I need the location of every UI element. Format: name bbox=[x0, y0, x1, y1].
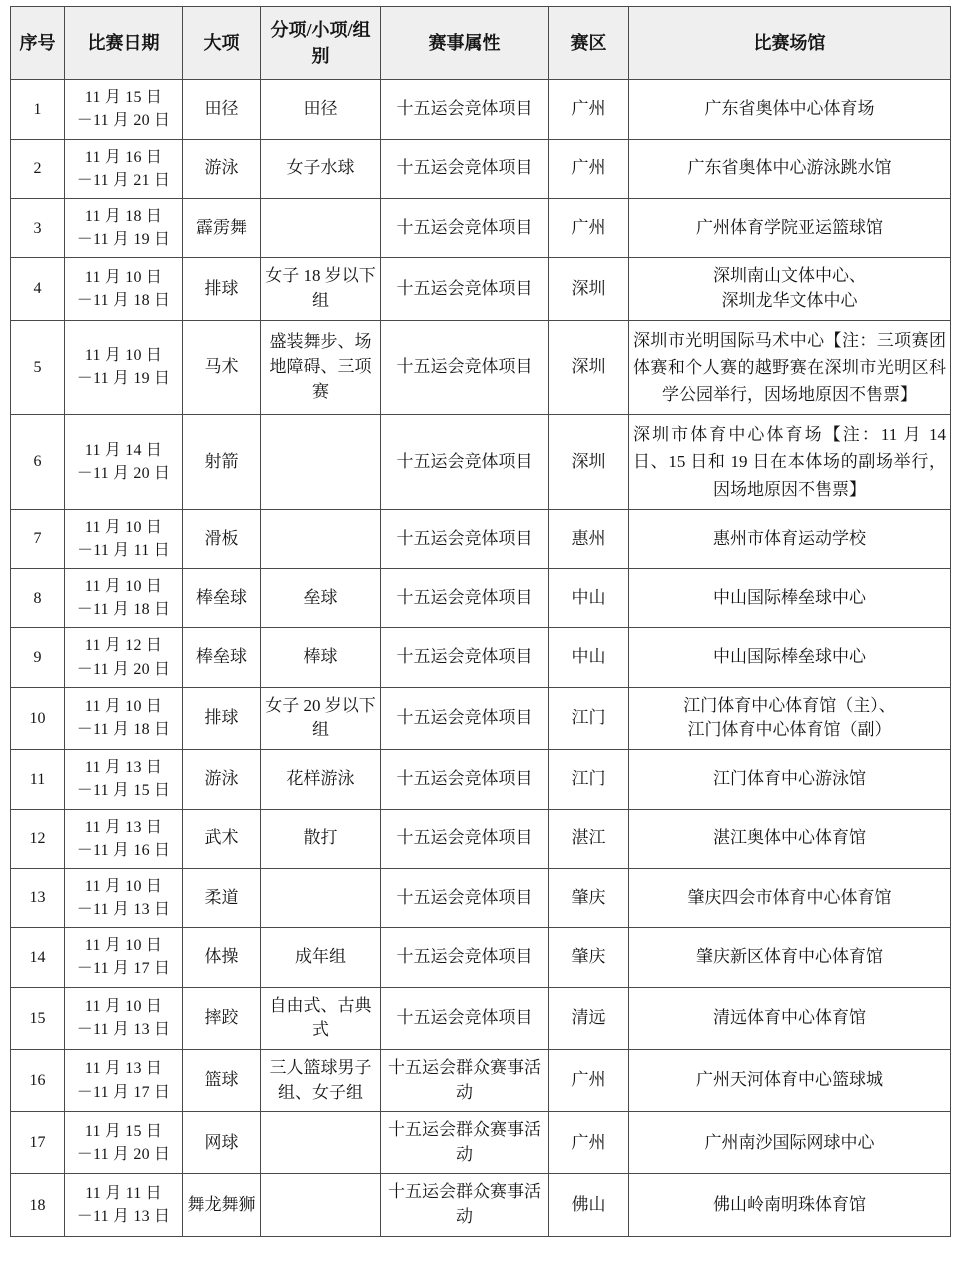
cell-attr: 十五运会竞体项目 bbox=[381, 198, 549, 257]
cell-venue: 广州体育学院亚运篮球馆 bbox=[629, 198, 951, 257]
cell-major: 排球 bbox=[183, 258, 261, 320]
cell-attr: 十五运会竞体项目 bbox=[381, 687, 549, 749]
cell-venue: 深圳市光明国际马术中心【注：三项赛团体赛和个人赛的越野赛在深圳市光明区科学公园举行，因场地原因不售票】 bbox=[629, 320, 951, 415]
cell-venue: 中山国际棒垒球中心 bbox=[629, 628, 951, 687]
cell-zone: 广州 bbox=[549, 80, 629, 139]
cell-zone: 广州 bbox=[549, 1049, 629, 1111]
cell-num: 2 bbox=[11, 139, 65, 198]
cell-major: 霹雳舞 bbox=[183, 198, 261, 257]
cell-sub: 田径 bbox=[261, 80, 381, 139]
cell-zone: 肇庆 bbox=[549, 928, 629, 987]
table-row bbox=[11, 415, 951, 510]
cell-sub: 花样游泳 bbox=[261, 750, 381, 809]
table-header-row bbox=[11, 7, 951, 80]
cell-attr: 十五运会竞体项目 bbox=[381, 80, 549, 139]
cell-major: 马术 bbox=[183, 320, 261, 415]
table-row bbox=[11, 1049, 951, 1111]
column-header-zone: 赛区 bbox=[549, 7, 629, 80]
cell-date: 11 月 10 日 －11 月 17 日 bbox=[65, 928, 183, 987]
cell-date: 11 月 10 日 －11 月 18 日 bbox=[65, 258, 183, 320]
cell-sub: 棒球 bbox=[261, 628, 381, 687]
cell-num: 7 bbox=[11, 509, 65, 568]
cell-num: 12 bbox=[11, 809, 65, 868]
cell-date: 11 月 10 日 －11 月 13 日 bbox=[65, 987, 183, 1049]
table-row bbox=[11, 509, 951, 568]
table-row bbox=[11, 809, 951, 868]
cell-zone: 江门 bbox=[549, 750, 629, 809]
cell-attr: 十五运会竞体项目 bbox=[381, 987, 549, 1049]
cell-attr: 十五运会竞体项目 bbox=[381, 415, 549, 510]
cell-date: 11 月 18 日 －11 月 19 日 bbox=[65, 198, 183, 257]
cell-venue: 广东省奥体中心游泳跳水馆 bbox=[629, 139, 951, 198]
cell-sub: 盛装舞步、场地障碍、三项赛 bbox=[261, 320, 381, 415]
cell-attr: 十五运会竞体项目 bbox=[381, 569, 549, 628]
cell-num: 18 bbox=[11, 1174, 65, 1236]
cell-attr: 十五运会竞体项目 bbox=[381, 809, 549, 868]
cell-venue: 深圳南山文体中心、 深圳龙华文体中心 bbox=[629, 258, 951, 320]
cell-attr: 十五运会群众赛事活动 bbox=[381, 1112, 549, 1174]
cell-num: 10 bbox=[11, 687, 65, 749]
cell-sub bbox=[261, 868, 381, 927]
cell-major: 柔道 bbox=[183, 868, 261, 927]
cell-sub bbox=[261, 415, 381, 510]
cell-venue: 广州南沙国际网球中心 bbox=[629, 1112, 951, 1174]
table-row bbox=[11, 687, 951, 749]
cell-venue: 广州天河体育中心篮球城 bbox=[629, 1049, 951, 1111]
cell-num: 1 bbox=[11, 80, 65, 139]
cell-num: 13 bbox=[11, 868, 65, 927]
cell-attr: 十五运会竞体项目 bbox=[381, 139, 549, 198]
cell-date: 11 月 15 日 －11 月 20 日 bbox=[65, 80, 183, 139]
cell-major: 篮球 bbox=[183, 1049, 261, 1111]
cell-date: 11 月 11 日 －11 月 13 日 bbox=[65, 1174, 183, 1236]
cell-venue: 深圳市体育中心体育场【注：11 月 14 日、15 日和 19 日在本体场的副场举行，因场地原因不售票】 bbox=[629, 415, 951, 510]
table-row bbox=[11, 987, 951, 1049]
cell-major: 游泳 bbox=[183, 750, 261, 809]
cell-date: 11 月 13 日 －11 月 16 日 bbox=[65, 809, 183, 868]
cell-sub bbox=[261, 509, 381, 568]
table-header bbox=[11, 7, 951, 80]
cell-sub bbox=[261, 198, 381, 257]
cell-major: 网球 bbox=[183, 1112, 261, 1174]
cell-venue: 清远体育中心体育馆 bbox=[629, 987, 951, 1049]
cell-venue: 惠州市体育运动学校 bbox=[629, 509, 951, 568]
table-row bbox=[11, 928, 951, 987]
cell-num: 16 bbox=[11, 1049, 65, 1111]
cell-zone: 清远 bbox=[549, 987, 629, 1049]
cell-num: 8 bbox=[11, 569, 65, 628]
cell-major: 棒垒球 bbox=[183, 569, 261, 628]
cell-date: 11 月 13 日 －11 月 15 日 bbox=[65, 750, 183, 809]
competition-schedule-table bbox=[10, 6, 951, 1237]
column-header-sub: 分项/小项/组别 bbox=[261, 7, 381, 80]
cell-major: 棒垒球 bbox=[183, 628, 261, 687]
cell-sub: 垒球 bbox=[261, 569, 381, 628]
cell-date: 11 月 10 日 －11 月 11 日 bbox=[65, 509, 183, 568]
cell-zone: 深圳 bbox=[549, 258, 629, 320]
cell-attr: 十五运会群众赛事活动 bbox=[381, 1049, 549, 1111]
cell-zone: 中山 bbox=[549, 569, 629, 628]
cell-attr: 十五运会竞体项目 bbox=[381, 750, 549, 809]
cell-num: 9 bbox=[11, 628, 65, 687]
cell-major: 武术 bbox=[183, 809, 261, 868]
cell-major: 排球 bbox=[183, 687, 261, 749]
table-row bbox=[11, 1112, 951, 1174]
cell-date: 11 月 10 日 －11 月 18 日 bbox=[65, 569, 183, 628]
cell-num: 14 bbox=[11, 928, 65, 987]
cell-venue: 中山国际棒垒球中心 bbox=[629, 569, 951, 628]
cell-num: 4 bbox=[11, 258, 65, 320]
cell-zone: 佛山 bbox=[549, 1174, 629, 1236]
cell-sub: 成年组 bbox=[261, 928, 381, 987]
table-row bbox=[11, 1174, 951, 1236]
cell-attr: 十五运会竞体项目 bbox=[381, 258, 549, 320]
cell-num: 17 bbox=[11, 1112, 65, 1174]
cell-venue: 肇庆四会市体育中心体育馆 bbox=[629, 868, 951, 927]
cell-zone: 湛江 bbox=[549, 809, 629, 868]
cell-sub bbox=[261, 1112, 381, 1174]
column-header-date: 比赛日期 bbox=[65, 7, 183, 80]
cell-zone: 深圳 bbox=[549, 320, 629, 415]
cell-venue: 江门体育中心体育馆（主）、 江门体育中心体育馆（副） bbox=[629, 687, 951, 749]
cell-num: 6 bbox=[11, 415, 65, 510]
table-row bbox=[11, 139, 951, 198]
cell-major: 游泳 bbox=[183, 139, 261, 198]
cell-num: 3 bbox=[11, 198, 65, 257]
cell-venue: 江门体育中心游泳馆 bbox=[629, 750, 951, 809]
cell-date: 11 月 12 日 －11 月 20 日 bbox=[65, 628, 183, 687]
cell-zone: 广州 bbox=[549, 198, 629, 257]
column-header-num: 序号 bbox=[11, 7, 65, 80]
table-row bbox=[11, 320, 951, 415]
cell-venue: 佛山岭南明珠体育馆 bbox=[629, 1174, 951, 1236]
cell-sub: 自由式、古典式 bbox=[261, 987, 381, 1049]
cell-major: 滑板 bbox=[183, 509, 261, 568]
table-row bbox=[11, 628, 951, 687]
cell-major: 舞龙舞狮 bbox=[183, 1174, 261, 1236]
cell-venue: 广东省奥体中心体育场 bbox=[629, 80, 951, 139]
table-row bbox=[11, 80, 951, 139]
cell-date: 11 月 10 日 －11 月 19 日 bbox=[65, 320, 183, 415]
cell-date: 11 月 10 日 －11 月 18 日 bbox=[65, 687, 183, 749]
table-row bbox=[11, 569, 951, 628]
cell-zone: 深圳 bbox=[549, 415, 629, 510]
cell-zone: 广州 bbox=[549, 139, 629, 198]
column-header-attr: 赛事属性 bbox=[381, 7, 549, 80]
table-row bbox=[11, 868, 951, 927]
cell-zone: 中山 bbox=[549, 628, 629, 687]
table-row bbox=[11, 258, 951, 320]
cell-sub: 女子 18 岁以下组 bbox=[261, 258, 381, 320]
cell-major: 体操 bbox=[183, 928, 261, 987]
cell-sub bbox=[261, 1174, 381, 1236]
cell-date: 11 月 15 日 －11 月 20 日 bbox=[65, 1112, 183, 1174]
cell-attr: 十五运会群众赛事活动 bbox=[381, 1174, 549, 1236]
cell-date: 11 月 13 日 －11 月 17 日 bbox=[65, 1049, 183, 1111]
cell-zone: 肇庆 bbox=[549, 868, 629, 927]
table-row bbox=[11, 198, 951, 257]
cell-attr: 十五运会竞体项目 bbox=[381, 628, 549, 687]
column-header-venue: 比赛场馆 bbox=[629, 7, 951, 80]
cell-date: 11 月 10 日 －11 月 13 日 bbox=[65, 868, 183, 927]
cell-sub: 女子 20 岁以下组 bbox=[261, 687, 381, 749]
cell-venue: 湛江奥体中心体育馆 bbox=[629, 809, 951, 868]
cell-major: 摔跤 bbox=[183, 987, 261, 1049]
cell-date: 11 月 14 日 －11 月 20 日 bbox=[65, 415, 183, 510]
table-body bbox=[11, 80, 951, 1237]
cell-num: 15 bbox=[11, 987, 65, 1049]
cell-sub: 三人篮球男子组、女子组 bbox=[261, 1049, 381, 1111]
column-header-major: 大项 bbox=[183, 7, 261, 80]
cell-attr: 十五运会竞体项目 bbox=[381, 509, 549, 568]
cell-num: 5 bbox=[11, 320, 65, 415]
cell-sub: 女子水球 bbox=[261, 139, 381, 198]
cell-sub: 散打 bbox=[261, 809, 381, 868]
table-row bbox=[11, 750, 951, 809]
cell-major: 田径 bbox=[183, 80, 261, 139]
cell-date: 11 月 16 日 －11 月 21 日 bbox=[65, 139, 183, 198]
cell-attr: 十五运会竞体项目 bbox=[381, 868, 549, 927]
cell-major: 射箭 bbox=[183, 415, 261, 510]
cell-attr: 十五运会竞体项目 bbox=[381, 320, 549, 415]
cell-attr: 十五运会竞体项目 bbox=[381, 928, 549, 987]
cell-zone: 惠州 bbox=[549, 509, 629, 568]
cell-zone: 江门 bbox=[549, 687, 629, 749]
cell-zone: 广州 bbox=[549, 1112, 629, 1174]
cell-num: 11 bbox=[11, 750, 65, 809]
cell-venue: 肇庆新区体育中心体育馆 bbox=[629, 928, 951, 987]
